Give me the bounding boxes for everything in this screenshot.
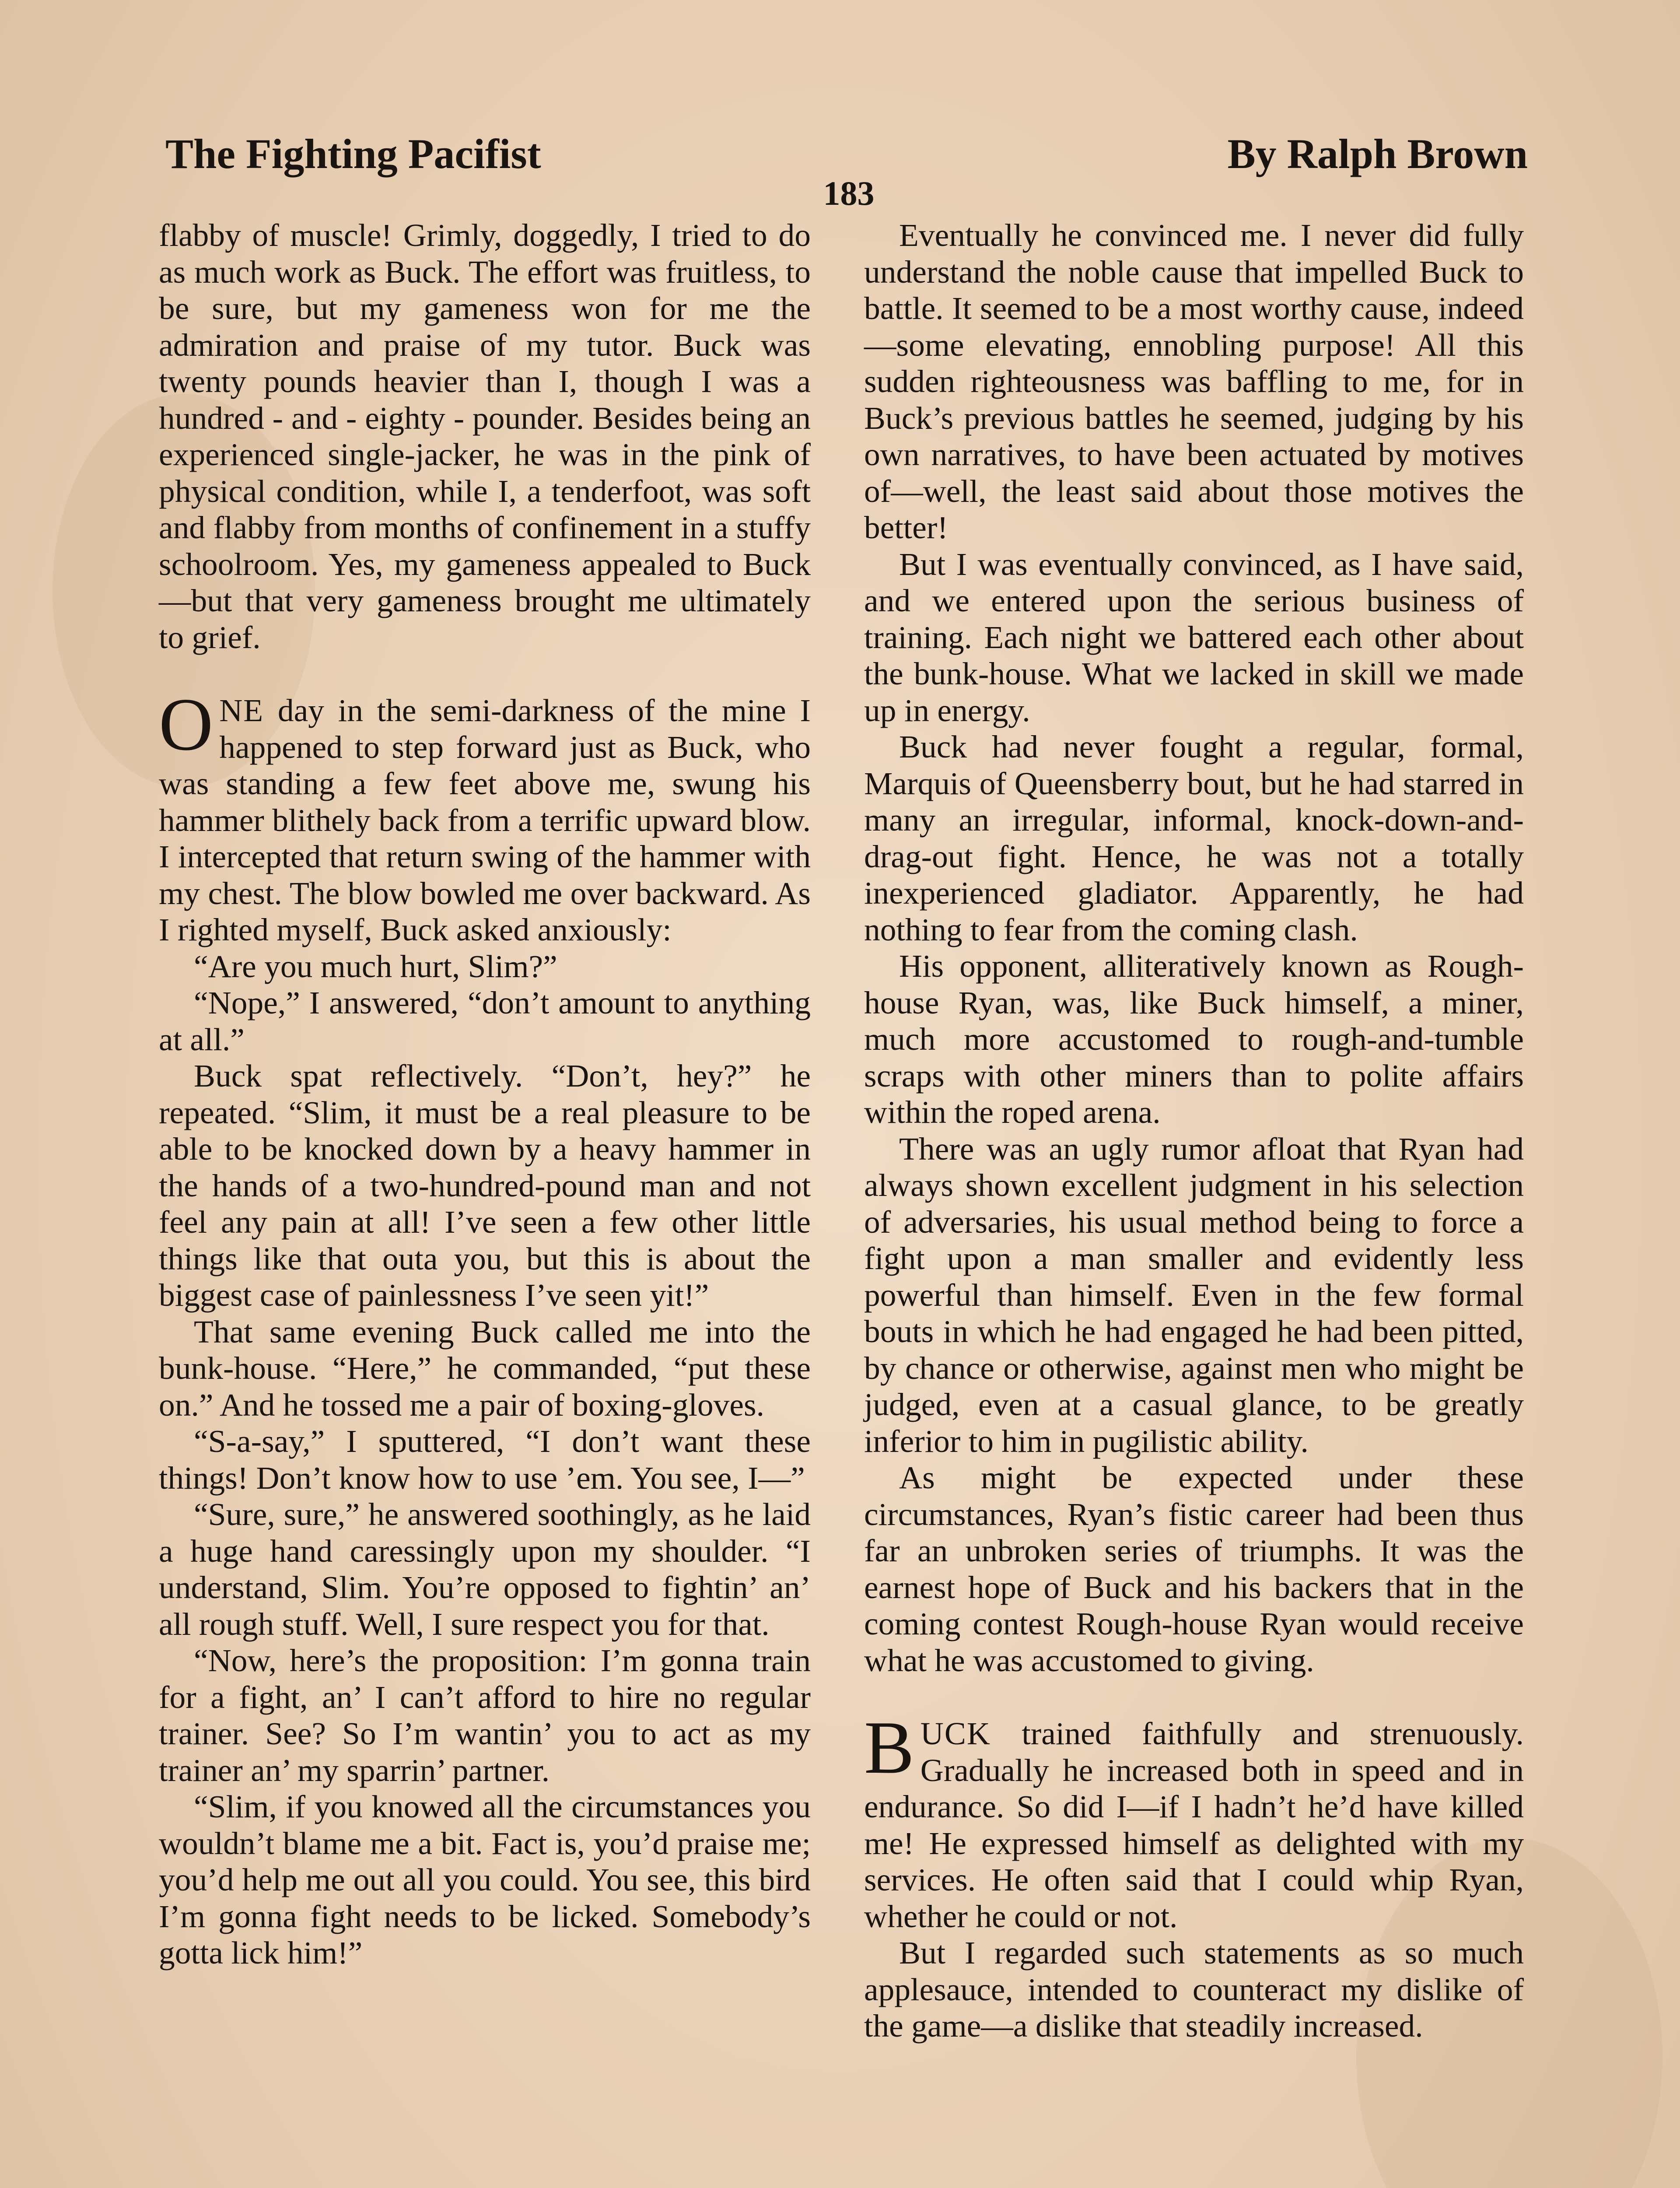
story-title: The Fighting Pacifist	[165, 130, 541, 177]
drop-cap-letter: O	[159, 683, 214, 766]
paragraph: “Nope,” I answered, “don’t amount to anything at all.”	[159, 985, 811, 1057]
paragraph: His opponent, alliteratively known as Rough-house Ryan, was, like Buck himself, a miner, much more accustomed to rough-and-tumble scraps with other miners than to polite affairs within the roped arena.	[864, 948, 1524, 1130]
paragraph: As might be expected under these circumstances, Ryan’s fistic career had been thus far an unbroken series of triumphs. It was the earnest hope of Buck and his backers that in the coming contest Rough-house Ryan would receive what he was accustomed to giving.	[864, 1460, 1524, 1678]
small-caps-word: UCK	[920, 1716, 991, 1751]
paragraph: Eventually he convinced me. I never did fully understand the noble cause that impelled Buck to battle. It seemed to be a most worthy cause, indeed—some elevating, ennobling purpose! All this sudden righteousness was baffling to me, for in Buck’s previous battles he seemed, judging by his own narratives, to have been actuated by motives of—well, the least said about those motives the better!	[864, 217, 1524, 545]
page-number: 183	[823, 174, 875, 212]
paragraph-dropcap	[159, 683, 811, 948]
paragraph: “Sure, sure,” he answered soothingly, as he laid a huge hand caressingly upon my shoulder. “I understand, Slim. You’re opposed to fightin’ an’ all rough stuff. Well, I sure respect you for that.	[159, 1497, 811, 1642]
paragraph-text: day in the semi-darkness of the mine I happened to step forward just as Buck, who was standing a few feet above me, swung his hammer blithely back from a terrific upward blow. I intercepted that return swing of the hammer with my chest. The blow bowled me over backward. As I righted myself, Buck asked anxiously:	[159, 693, 811, 947]
paragraph: flabby of muscle! Grimly, doggedly, I tried to do as much work as Buck. The effort was fruitless, to be sure, but my gameness won for me the admiration and praise of my tutor. Buck was twenty pounds heavier than I, though I was a hundred - and - eighty - pounder. Besides being an experienced single-jacker, he was in the pink of physical condition, while I, a tenderfoot, was soft and flabby from months of confinement in a stuffy schoolroom. Yes, my gameness appealed to Buck—but that very gameness brought me ultimately to grief.	[159, 217, 811, 655]
paragraph-text: trained faithfully and strenuously. Gradually he increased both in speed and in endurance. So did I—if I hadn’t he’d have killed me! He expressed himself as delighted with my services. He often said that I could whip Ryan, whether he could or not.	[864, 1716, 1524, 1934]
story-author: By Ralph Brown	[1227, 130, 1528, 177]
paragraph: “Now, here’s the proposition: I’m gonna train for a fight, an’ I can’t afford to hire no regular trainer. See? So I’m wantin’ you to act as my trainer an’ my sparrin’ partner.	[159, 1643, 811, 1788]
paragraph: There was an ugly rumor afloat that Ryan had always shown excellent judgment in his selection of adversaries, his usual method being to force a fight upon a man smaller and evidently less powerful than himself. Even in the few formal bouts in which he had engaged he had been pitted, by chance or otherwise, against men who might be judged, even at a casual glance, to be greatly inferior to him in pugilistic ability.	[864, 1131, 1524, 1459]
paragraph: Buck spat reflectively. “Don’t, hey?” he repeated. “Slim, it must be a real pleasure to be able to be knocked down by a heavy hammer in the hands of a two-hundred-pound man and not feel any pain at all! I’ve seen a few other little things like that outa you, but this is about the biggest case of painlessness I’ve seen yit!”	[159, 1058, 811, 1313]
left-column	[159, 217, 811, 1971]
small-caps-word: NE	[219, 693, 264, 728]
paragraph: Buck had never fought a regular, formal, Marquis of Queensberry bout, but he had starred in many an irregular, informal, knock-down-and-drag-out fight. Hence, he was not a totally inexperienced gladiator. Apparently, he had nothing to fear from the coming clash.	[864, 729, 1524, 947]
paragraph: But I was eventually convinced, as I have said, and we entered upon the serious business of training. Each night we battered each other about the bunk-house. What we lacked in skill we made up in energy.	[864, 546, 1524, 728]
paragraph: “Are you much hurt, Slim?”	[194, 948, 557, 984]
paragraph: But I regarded such statements as so much applesauce, intended to counteract my dislike of the game—a dislike that steadily increased.	[864, 1935, 1524, 2044]
right-column	[864, 217, 1524, 2044]
paragraph: “Slim, if you knowed all the circumstances you wouldn’t blame me a bit. Fact is, you’d praise me; you’d help me out all you could. You see, this bird I’m gonna fight needs to be licked. Somebody’s gotta lick him!”	[159, 1789, 811, 1971]
paragraph-dropcap	[864, 1706, 1524, 1935]
drop-cap-letter: B	[864, 1706, 914, 1789]
paragraph: “S-a-say,” I sputtered, “I don’t want these things! Don’t know how to use ’em. You see, I—”	[159, 1424, 811, 1496]
paragraph: That same evening Buck called me into the bunk-house. “Here,” he commanded, “put these on.” And he tossed me a pair of boxing-gloves.	[159, 1314, 811, 1423]
